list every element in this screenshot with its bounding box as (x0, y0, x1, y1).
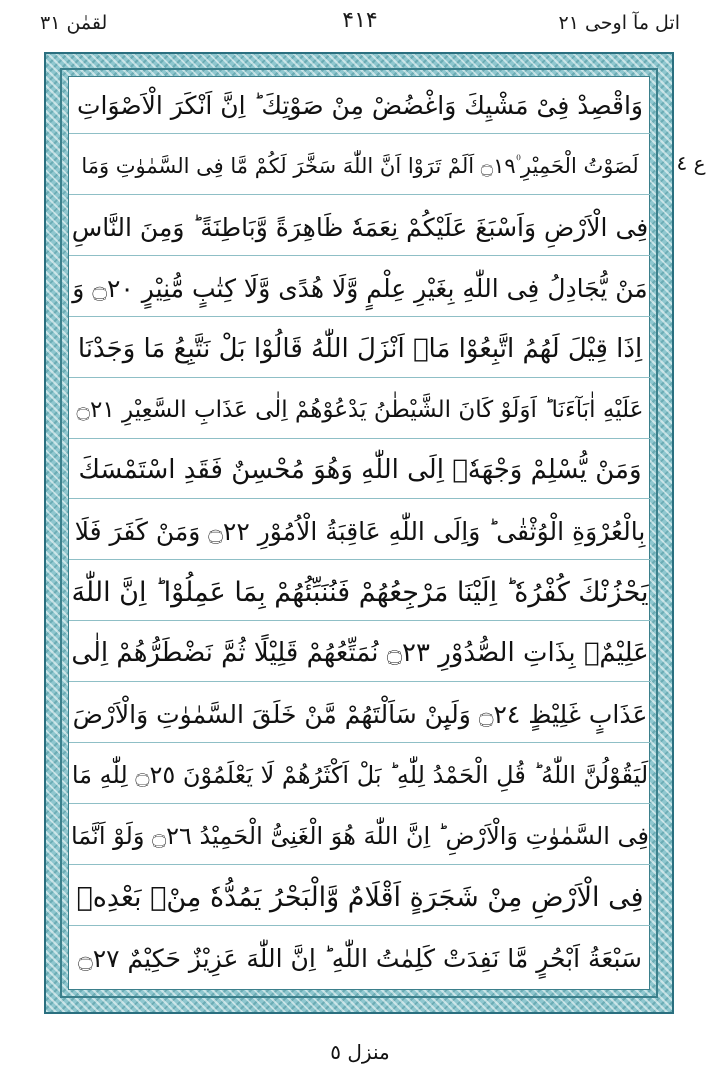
verse-line: یَحْزُنْكَ كُفْرُهٗ ؕ اِلَیْنَا مَرْجِعُهُمْ فَنُنَبِّئُهُمْ بِمَا عَمِلُوْا ؕ اِنَّ اللّٰهَ (69, 564, 651, 621)
quran-text-area (68, 76, 650, 990)
verse-line: بِالْعُرْوَةِ الْوُثْقٰی ؕ وَاِلَی اللّٰهِ عَاقِبَةُ الْاُمُوْرِ ۝٢٢ وَمَنْ كَفَرَ فَلَا (69, 503, 651, 560)
verse-line: وَاقْصِدْ فِیْ مَشْیِكَ وَاغْضُضْ مِنْ صَوْتِكَ ؕ اِنَّ اَنْكَرَ الْاَصْوَاتِ (69, 77, 651, 134)
verse-line: عَلَیْهِ اٰبَآءَنَا ؕ اَوَلَوْ كَانَ الشَّیْطٰنُ یَدْعُوْهُمْ اِلٰی عَذَابِ السَّعِیْرِ ۝٢١ (69, 382, 651, 439)
juz-name: اتل مآ اوحی ٢١ (558, 12, 680, 34)
page-header (0, 0, 720, 52)
verse-line: لَصَوْتُ الْحَمِیْرِ ۠۝١٩ اَلَمْ تَرَوْا اَنَّ اللّٰهَ سَخَّرَ لَكُمْ مَّا فِی السَّمٰوٰتِ وَمَا (69, 138, 651, 195)
verse-line: فِی السَّمٰوٰتِ وَالْاَرْضِ ؕ اِنَّ اللّٰهَ هُوَ الْغَنِیُّ الْحَمِیْدُ ۝٢٦ وَلَوْ اَنَّمَا (69, 808, 651, 865)
verse-line: فِی الْاَرْضِ وَاَسْبَغَ عَلَیْكُمْ نِعَمَهٗ ظَاهِرَةً وَّبَاطِنَةً ؕ وَمِنَ النَّاسِ (69, 199, 651, 256)
verse-line: اِذَا قِیْلَ لَهُمُ اتَّبِعُوْا مَاۤ اَنْزَلَ اللّٰهُ قَالُوْا بَلْ نَتَّبِعُ مَا وَجَدْنَا (69, 321, 651, 378)
verse-line: مَنْ یُّجَادِلُ فِی اللّٰهِ بِغَیْرِ عِلْمٍ وَّلَا هُدًی وَّلَا كِتٰبٍ مُّنِیْرٍ ۝٢٠ وَ (69, 260, 651, 317)
verse-line: وَمَنْ یُّسْلِمْ وَجْهَهٗۤ اِلَی اللّٰهِ وَهُوَ مُحْسِنٌ فَقَدِ اسْتَمْسَكَ (69, 442, 651, 499)
ruku-marker: ع ٤ (676, 151, 706, 175)
verse-line: سَبْعَةُ اَبْحُرٍ مَّا نَفِدَتْ كَلِمٰتُ اللّٰهِ ؕ اِنَّ اللّٰهَ عَزِیْزٌ حَكِیْمٌ ۝٢٧ (78, 943, 642, 973)
manzil-label: منزل ٥ (330, 1040, 390, 1064)
verse-line: عَذَابٍ غَلِیْظٍ ۝٢٤ وَلَىِٕنْ سَاَلْتَهُمْ مَّنْ خَلَقَ السَّمٰوٰتِ وَالْاَرْضَ (69, 686, 651, 743)
page-number: ۴۱۴ (342, 8, 378, 33)
verse-line: لَیَقُوْلُنَّ اللّٰهُ ؕ قُلِ الْحَمْدُ لِلّٰهِ ؕ بَلْ اَكْثَرُهُمْ لَا یَعْلَمُوْنَ ۝٢٥ لِلّٰهِ مَا (69, 747, 651, 804)
surah-name: لقمٰن ٣١ (40, 12, 108, 34)
verse-line: فِی الْاَرْضِ مِنْ شَجَرَةٍ اَقْلَامٌ وَّالْبَحْرُ یَمُدُّهٗ مِنْۢ بَعْدِهٖ (69, 869, 651, 926)
verse-line: عَلِیْمٌۢ بِذَاتِ الصُّدُوْرِ ۝٢٣ نُمَتِّعُهُمْ قَلِیْلًا ثُمَّ نَضْطَرُّهُمْ اِلٰی (69, 625, 651, 682)
